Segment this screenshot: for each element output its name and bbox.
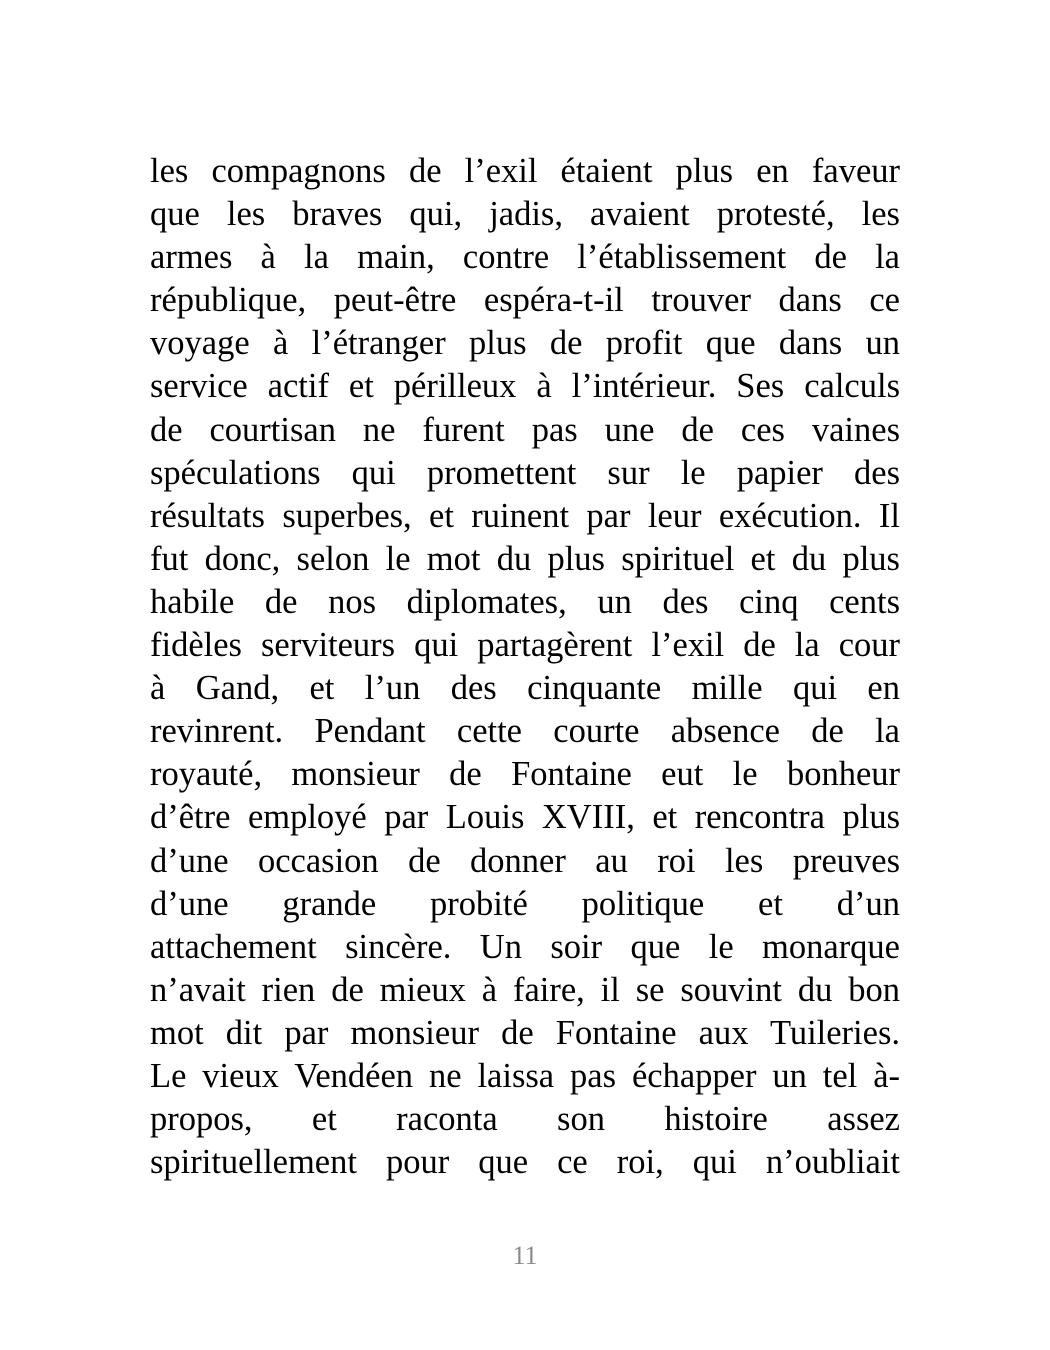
text-line: république, peut-être espéra-t-il trouver dans ce	[150, 281, 900, 320]
text-line: à Gand, et l’un des cinquante mille qui en	[150, 669, 900, 708]
text-line: mot dit par monsieur de Fontaine aux Tuileries.	[150, 1013, 900, 1052]
text-line: armes à la main, contre l’établissement de la	[150, 238, 900, 277]
text-line: revinrent. Pendant cette courte absence de la	[150, 712, 900, 751]
text-line: spirituellement pour que ce roi, qui n’oubliait	[150, 1143, 900, 1182]
text-line: d’être employé par Louis XVIII, et rencontra plus	[150, 798, 900, 837]
text-line: propos, et raconta son histoire assez	[150, 1100, 900, 1139]
text-line: voyage à l’étranger plus de profit que dans un	[150, 324, 900, 363]
text-line: fidèles serviteurs qui partagèrent l’exil de la cour	[150, 626, 900, 665]
body-text	[150, 150, 900, 1184]
text-line: royauté, monsieur de Fontaine eut le bonheur	[150, 755, 900, 794]
text-line: attachement sincère. Un soir que le monarque	[150, 927, 900, 966]
text-line: résultats superbes, et ruinent par leur exécution. Il	[150, 496, 900, 535]
text-line: Le vieux Vendéen ne laissa pas échapper un tel à-	[150, 1056, 900, 1095]
text-line: d’une occasion de donner au roi les preuves	[150, 841, 900, 880]
text-line: habile de nos diplomates, un des cinq cents	[150, 582, 900, 621]
page-number: 11	[512, 1241, 538, 1270]
text-line: d’une grande probité politique et d’un	[150, 884, 900, 923]
text-line: de courtisan ne furent pas une de ces vaines	[150, 410, 900, 449]
text-line: spéculations qui promettent sur le papier des	[150, 453, 900, 492]
text-line: les compagnons de l’exil étaient plus en faveur	[150, 152, 900, 190]
text-line: n’avait rien de mieux à faire, il se souvint du bon	[150, 970, 900, 1009]
text-line: que les braves qui, jadis, avaient protesté, les	[150, 195, 900, 234]
text-line: service actif et périlleux à l’intérieur. Ses calculs	[150, 367, 900, 406]
text-line: fut donc, selon le mot du plus spirituel et du plus	[150, 539, 900, 578]
